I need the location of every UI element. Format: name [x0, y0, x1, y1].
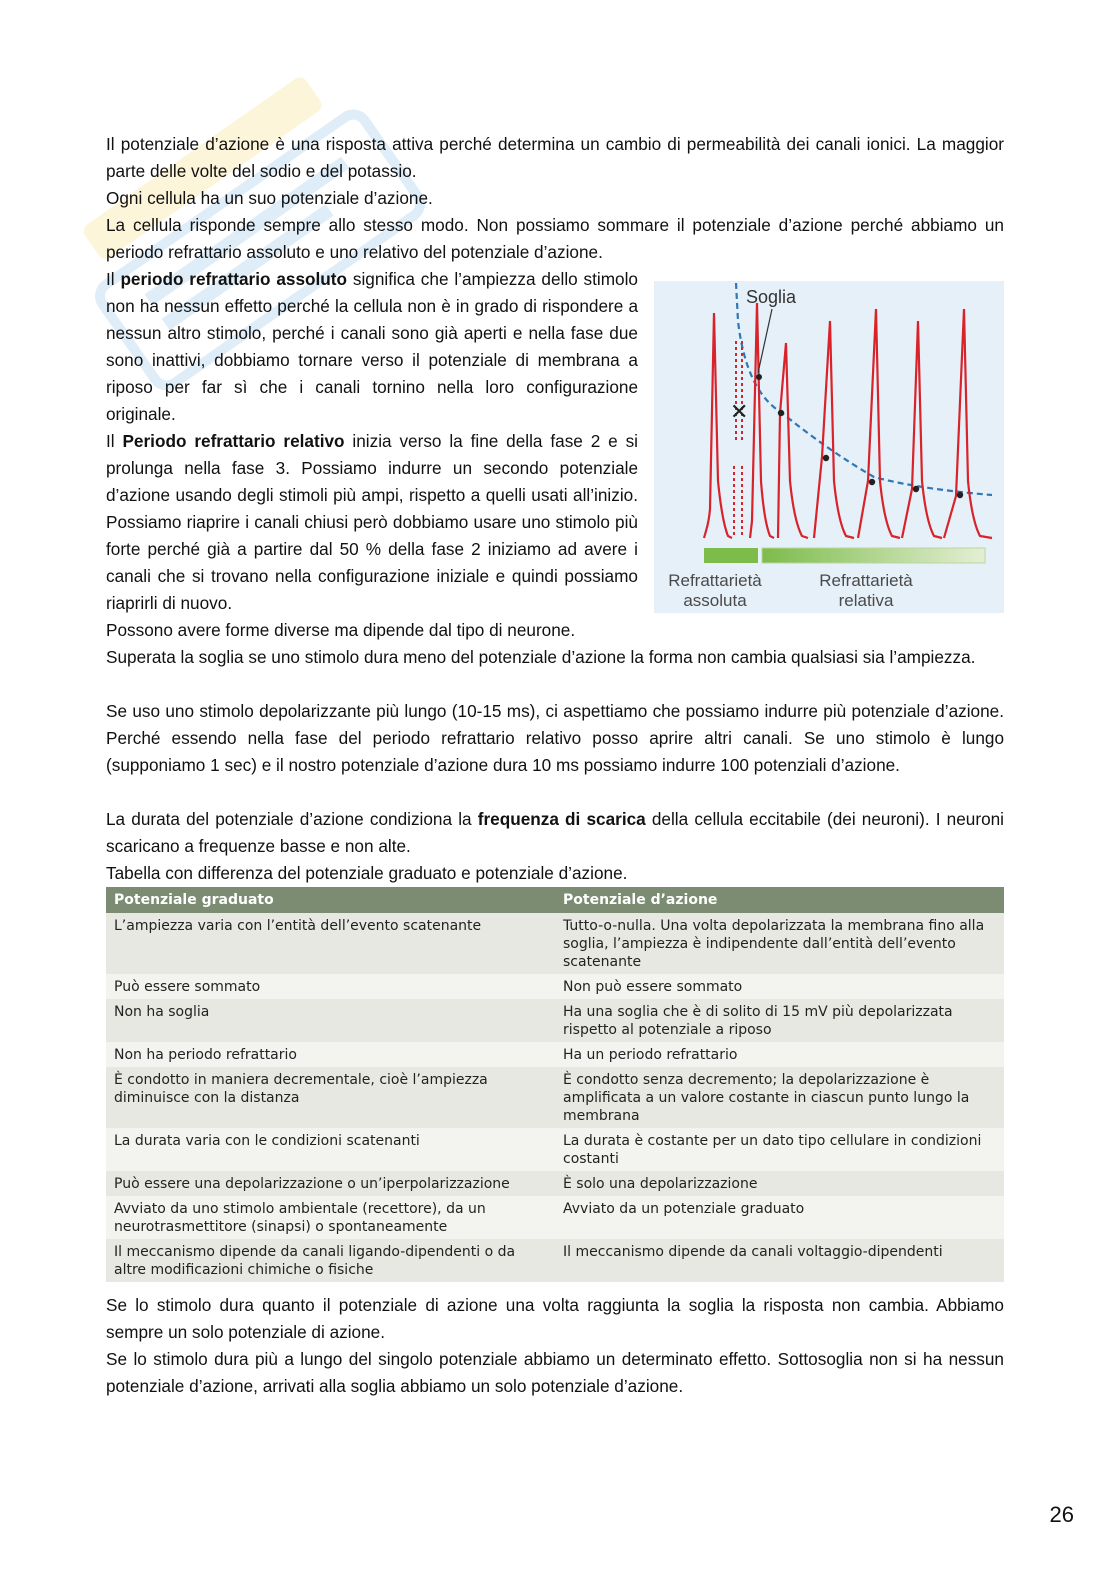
table-cell: Non ha periodo refrattario: [106, 1042, 555, 1067]
table-cell: La durata varia con le condizioni scatenanti: [106, 1128, 555, 1171]
paragraph-12: Se lo stimolo dura più a lungo del singolo potenziale abbiamo un determinato effetto. Sottosoglia non si ha nessun potenziale d’azione, arrivati alla soglia abbiamo un solo potenziale d’azione.: [106, 1349, 1004, 1396]
table-row: [106, 1128, 1004, 1171]
refractory-period-figure: [654, 281, 1004, 613]
table-cell: È condotto senza decremento; la depolarizzazione è amplificata a un valore costante in ciascun punto lungo la membrana: [555, 1067, 1004, 1128]
table-cell: La durata è costante per un dato tipo cellulare in condizioni costanti: [555, 1128, 1004, 1171]
trace-ap-6: [902, 321, 942, 538]
label-absolute-line1: Refrattarietà: [668, 571, 762, 590]
table-row: [106, 1067, 1004, 1128]
threshold-curve: [736, 283, 992, 495]
paragraph-absolute-refractory: Il periodo refrattario assoluto significa che l’ampiezza dello stimolo non ha nessun effetto perché la cellula non è in grado di rispondere a nessun altro stimolo, perché i canali sono già aperti e nella fase due sono inattivi, dobbiamo tornare verso il potenziale di membrana a riposo per far sì che i canali tornino nella loro configurazione originale.: [106, 269, 638, 424]
table-row: [106, 999, 1004, 1042]
paragraph-2: Ogni cellula ha un suo potenziale d’azione.: [106, 188, 433, 208]
table-cell: Il meccanismo dipende da canali ligando-dipendenti o da altre modificazioni chimiche o fisiche: [106, 1239, 555, 1282]
table-cell: Avviato da un potenziale graduato: [555, 1196, 1004, 1239]
table-header-action: Potenziale d’azione: [555, 887, 1004, 913]
absolute-refractory-bar: [704, 548, 758, 563]
table-cell: Può essere una depolarizzazione o un’iperpolarizzazione: [106, 1171, 555, 1196]
label-relative-line1: Refrattarietà: [819, 571, 913, 590]
paragraph-1: Il potenziale d’azione è una risposta attiva perché determina un cambio di permeabilità dei canali ionici. La maggior parte delle volte del sodio e del potassio.: [106, 134, 1004, 181]
paragraph-8: Se uso uno stimolo depolarizzante più lungo (10-15 ms), ci aspettiamo che possiamo indurre più potenziale d’azione. Perché essendo nella fase del periodo refrattario relativo posso aprire altri canali. Se uno stimolo è lungo (supponiamo 1 sec) e il nostro potenziale d’azione dura 10 ms possiamo indurre 100 potenziali d’azione.: [106, 701, 1004, 775]
table-cell: Non può essere sommato: [555, 974, 1004, 999]
blocked-marker-icon: ✕: [730, 400, 749, 425]
page-number: 26: [1049, 1502, 1074, 1527]
table-row: [106, 1171, 1004, 1196]
action-potential-diagram: [654, 281, 1004, 613]
term-absolute-refractory: periodo refrattario assoluto: [120, 269, 348, 289]
paragraph-6: Possono avere forme diverse ma dipende dal tipo di neurone.: [106, 620, 576, 640]
table-row: [106, 974, 1004, 999]
label-relative-line2: relativa: [838, 591, 894, 610]
table-cell: Ha una soglia che è di solito di 15 mV più depolarizzata rispetto al potenziale a riposo: [555, 999, 1004, 1042]
table-cell: L’ampiezza varia con l’entità dell’evento scatenante: [106, 913, 555, 974]
table-cell: Non ha soglia: [106, 999, 555, 1042]
table-row: [106, 1239, 1004, 1282]
paragraph-discharge-frequency: La durata del potenziale d’azione condiziona la frequenza di scarica della cellula eccitabile (dei neuroni). I neuroni scaricano a frequenze basse e non alte.: [106, 809, 1005, 856]
relative-refractory-bar: [762, 548, 985, 563]
table-cell: Può essere sommato: [106, 974, 555, 999]
term-discharge-frequency: frequenza di scarica: [477, 809, 646, 829]
table-cell: È condotto in maniera decrementale, cioè l’ampiezza diminuisce con la distanza: [106, 1067, 555, 1128]
paragraph-11: Se lo stimolo dura quanto il potenziale di azione una volta raggiunta la soglia la risposta non cambia. Abbiamo sempre un solo potenziale di azione.: [106, 1295, 1004, 1342]
paragraph-3: La cellula risponde sempre allo stesso modo. Non possiamo sommare il potenziale d’azione perché abbiamo un periodo refrattario assoluto e uno relativo del potenziale d’azione.: [106, 215, 1004, 262]
comparison-table: [106, 887, 1004, 1282]
table-cell: Tutto-o-nulla. Una volta depolarizzata la membrana fino alla soglia, l’ampiezza è indipendente dall’entità dell’evento scatenante: [555, 913, 1004, 974]
trace-ap-5: [858, 309, 900, 538]
table-row: [106, 1042, 1004, 1067]
table-row: [106, 913, 1004, 974]
trace-ap-3: [778, 343, 808, 538]
trace-ap-2: [750, 303, 774, 538]
table-cell: È solo una depolarizzazione: [555, 1171, 1004, 1196]
trace-ap-4: [814, 321, 854, 538]
label-absolute-line2: assoluta: [683, 591, 747, 610]
trace-ap-7: [944, 309, 992, 538]
threshold-label: Soglia: [746, 287, 797, 307]
paragraph-table-caption: Tabella con differenza del potenziale graduato e potenziale d’azione.: [106, 863, 628, 883]
paragraph-relative-refractory: Il Periodo refrattario relativo inizia verso la fine della fase 2 e si prolunga nella fase 3. Possiamo indurre un secondo potenziale d’azione usando degli stimoli più ampi, rispetto a quelli usati all’inizio. Possiamo riaprire i canali chiusi però dobbiamo usare uno stimolo più forte perché già a partire dal 50 % della fase 2 iniziamo ad avere i canali che si trovano nella configurazione iniziale e quindi possiamo riaprirli di nuovo.: [106, 431, 639, 613]
table-cell: Ha un periodo refrattario: [555, 1042, 1004, 1067]
paragraph-7: Superata la soglia se uno stimolo dura meno del potenziale d’azione la forma non cambia qualsiasi sia l’ampiezza.: [106, 647, 976, 667]
trace-first-ap: [704, 313, 732, 538]
table-cell: Il meccanismo dipende da canali voltaggio-dipendenti: [555, 1239, 1004, 1282]
threshold-pointer: [758, 309, 772, 373]
term-relative-refractory: Periodo refrattario relativo: [122, 431, 345, 451]
table-header-row: [106, 887, 1004, 913]
table-row: [106, 1196, 1004, 1239]
table-header-graded: Potenziale graduato: [106, 887, 555, 913]
table-cell: Avviato da uno stimolo ambientale (recettore), da un neurotrasmettitore (sinapsi) o spontaneamente: [106, 1196, 555, 1239]
